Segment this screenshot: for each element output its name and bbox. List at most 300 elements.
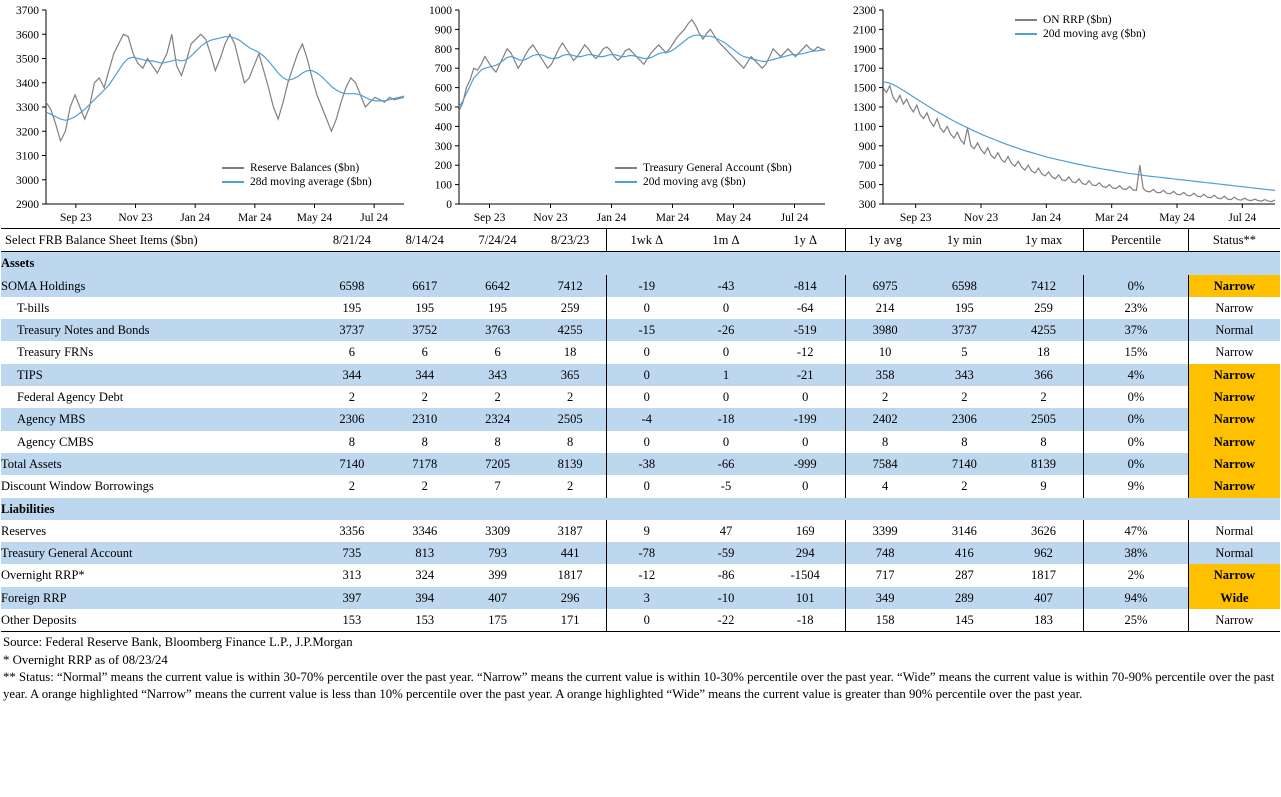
row-label: T-bills: [17, 300, 50, 315]
row-value: -22: [686, 609, 765, 632]
row-value: 3752: [388, 319, 461, 341]
row-label: Overnight RRP*: [1, 568, 85, 583]
note-status-definition: ** Status: “Normal” means the current value is within 30-70% percentile over the past year. “Narrow” means the current value is within 10-30% percentile over the past year. “Wide” means the current value is within 70-90% percentile over the past year. A orange highlighted “Narrow” means the current value is less than 10% percentile over the past year. A orange highlighted “Wide” means the current value is greater than 90% percentile over the past year.: [3, 670, 1275, 701]
svg-text:1100: 1100: [853, 121, 876, 134]
row-value: -12: [796, 345, 814, 360]
row-value: 0: [607, 341, 686, 363]
svg-text:Sep 23: Sep 23: [473, 212, 506, 224]
row-value: 6598: [316, 275, 389, 297]
column-header: 7/24/24: [461, 229, 534, 252]
svg-text:100: 100: [434, 179, 452, 192]
legend-entry: [222, 176, 372, 188]
row-value: 195: [415, 300, 435, 315]
row-value: -43: [686, 275, 765, 297]
row-value: 7584: [845, 453, 924, 475]
status-badge: Narrow: [1188, 609, 1280, 632]
row-value: 0: [607, 431, 686, 453]
chart-reserve-balances: [0, 0, 415, 228]
row-value: 793: [461, 542, 534, 564]
svg-text:3400: 3400: [16, 77, 39, 90]
footnotes: [3, 634, 1275, 702]
row-value: 0: [802, 434, 809, 449]
svg-text:2900: 2900: [16, 199, 39, 211]
svg-text:600: 600: [434, 82, 452, 95]
status-badge: Narrow: [1188, 275, 1280, 297]
svg-text:Mar 24: Mar 24: [238, 212, 272, 224]
row-label: Treasury Notes and Bonds: [1, 319, 316, 341]
row-value: 3146: [951, 523, 977, 538]
svg-text:3300: 3300: [16, 102, 39, 114]
status-badge: Narrow: [1188, 408, 1280, 430]
status-badge: Narrow: [1188, 297, 1280, 319]
status-badge: Narrow: [1188, 341, 1280, 363]
legend-label: Reserve Balances ($bn): [250, 162, 360, 174]
row-value: 6: [494, 345, 501, 360]
svg-text:Mar 24: Mar 24: [1094, 212, 1129, 224]
svg-text:1500: 1500: [853, 82, 876, 95]
row-value: 2: [494, 390, 501, 405]
row-value: 47%: [1084, 520, 1189, 542]
row-value: 8: [421, 434, 428, 449]
row-value: -78: [607, 542, 686, 564]
row-value: 8: [567, 434, 574, 449]
row-value: 158: [845, 609, 924, 632]
row-value: 4255: [534, 319, 607, 341]
row-value: 25%: [1084, 609, 1189, 632]
row-value: 3626: [1031, 523, 1057, 538]
chart-on-rrp: [835, 0, 1281, 228]
row-value: 3737: [316, 319, 389, 341]
row-value: -10: [686, 587, 765, 609]
row-value: 259: [1034, 300, 1053, 315]
row-value: 2%: [1084, 564, 1189, 586]
row-value: 10: [845, 341, 924, 363]
row-value: 1817: [557, 568, 583, 583]
row-value: 0: [802, 390, 809, 405]
table-row[interactable]: [1, 431, 1280, 453]
row-value: 0%: [1084, 275, 1189, 297]
row-value: -4: [607, 408, 686, 430]
row-value: 4%: [1084, 364, 1189, 386]
column-header: 1m Δ: [686, 229, 765, 252]
row-value: 349: [845, 587, 924, 609]
row-value: 2: [567, 390, 574, 405]
row-value: 343: [925, 364, 1004, 386]
row-value: 8139: [534, 453, 607, 475]
charts-row: [0, 0, 1281, 228]
row-value: 6: [348, 345, 356, 360]
legend-label: Treasury General Account ($bn): [643, 162, 792, 174]
row-value: -64: [796, 300, 814, 315]
table-row[interactable]: [1, 609, 1280, 632]
status-badge: Normal: [1188, 542, 1280, 564]
row-value: 1817: [1031, 568, 1057, 583]
row-value: 394: [388, 587, 461, 609]
row-value: -66: [686, 453, 765, 475]
row-value: 407: [1004, 587, 1083, 609]
svg-text:200: 200: [434, 160, 452, 173]
row-value: 6: [421, 345, 428, 360]
row-value: 101: [766, 587, 845, 609]
row-value: 3737: [925, 319, 1004, 341]
svg-text:1900: 1900: [853, 43, 876, 56]
row-value: 7140: [316, 453, 389, 475]
row-label: Reserves: [1, 523, 47, 538]
row-value: 1: [686, 364, 765, 386]
row-value: 365: [534, 364, 607, 386]
svg-text:Jan 24: Jan 24: [596, 212, 627, 224]
svg-text:1300: 1300: [853, 102, 876, 114]
svg-text:1700: 1700: [853, 63, 876, 76]
row-value: 358: [845, 364, 924, 386]
status-badge: Normal: [1188, 319, 1280, 341]
row-value: 0%: [1084, 386, 1189, 408]
row-value: -12: [607, 564, 686, 586]
row-value: 294: [766, 542, 845, 564]
row-value: 0: [722, 345, 730, 360]
row-value: 7140: [925, 453, 1004, 475]
row-value: 7412: [1004, 275, 1083, 297]
section-label: Liabilities: [1, 498, 1280, 520]
row-value: 0: [722, 390, 730, 405]
row-value: 3: [607, 587, 686, 609]
row-value: 8139: [1004, 453, 1083, 475]
row-value: 8: [348, 434, 356, 449]
svg-text:3500: 3500: [16, 53, 39, 66]
row-value: 3309: [485, 523, 511, 538]
row-label: SOMA Holdings: [1, 275, 316, 297]
legend-entry: [222, 162, 372, 174]
row-value: -86: [717, 568, 735, 583]
row-value: 0%: [1084, 408, 1189, 430]
svg-text:Sep 23: Sep 23: [60, 212, 92, 224]
row-value: 6975: [845, 275, 924, 297]
row-value: 399: [488, 568, 507, 583]
row-value: 0: [802, 479, 809, 494]
section-row: [1, 498, 1280, 520]
table-row[interactable]: [1, 319, 1280, 341]
table-row[interactable]: [1, 275, 1280, 297]
column-header: 1y avg: [845, 229, 924, 252]
status-badge: Wide: [1188, 587, 1280, 609]
row-value: 813: [388, 542, 461, 564]
svg-text:700: 700: [434, 63, 452, 76]
row-value: 343: [461, 364, 534, 386]
row-value: 2: [845, 386, 924, 408]
row-value: 344: [388, 364, 461, 386]
row-value: 366: [1004, 364, 1083, 386]
legend-entry: [1015, 14, 1146, 26]
column-header: 8/14/24: [388, 229, 461, 252]
row-value: 94%: [1084, 587, 1189, 609]
row-value: 153: [316, 609, 389, 632]
status-badge: Normal: [1188, 520, 1280, 542]
row-value: 2: [961, 390, 968, 405]
row-value: 397: [316, 587, 389, 609]
svg-text:Jan 24: Jan 24: [180, 212, 211, 224]
legend-swatch: [222, 167, 244, 169]
row-value: 2306: [925, 408, 1004, 430]
svg-text:800: 800: [434, 43, 452, 56]
row-value: 441: [534, 542, 607, 564]
column-header: 1y Δ: [766, 229, 845, 252]
status-badge: Narrow: [1188, 453, 1280, 475]
row-value: 9%: [1084, 475, 1189, 497]
row-value: 748: [845, 542, 924, 564]
row-value: 2324: [461, 408, 534, 430]
row-value: 2: [421, 479, 428, 494]
row-value: 2: [1040, 390, 1047, 405]
table-row[interactable]: [1, 364, 1280, 386]
row-value: 183: [1004, 609, 1083, 632]
row-value: -15: [607, 319, 686, 341]
status-badge: Narrow: [1188, 564, 1280, 586]
row-value: 3399: [845, 520, 924, 542]
row-value: 7178: [388, 453, 461, 475]
row-value: 6598: [925, 275, 1004, 297]
legend-label: 20d moving avg ($bn): [1043, 28, 1146, 40]
row-value: 18: [1037, 345, 1050, 360]
row-value: 324: [415, 568, 435, 583]
row-value: -18: [686, 408, 765, 430]
row-value: 3187: [557, 523, 583, 538]
row-value: 3763: [461, 319, 534, 341]
svg-text:900: 900: [434, 24, 452, 37]
row-value: -38: [607, 453, 686, 475]
legend-swatch: [615, 181, 637, 183]
row-value: -814: [766, 275, 845, 297]
row-value: 416: [925, 542, 1004, 564]
row-value: 0%: [1084, 431, 1189, 453]
row-value: 0: [722, 300, 730, 315]
row-value: -26: [686, 319, 765, 341]
row-value: 195: [954, 300, 974, 315]
status-badge: Narrow: [1188, 364, 1280, 386]
legend-label: ON RRP ($bn): [1043, 14, 1112, 26]
column-header: 8/21/24: [316, 229, 389, 252]
row-value: 313: [342, 568, 362, 583]
legend-swatch: [615, 167, 637, 169]
svg-text:300: 300: [434, 140, 452, 153]
row-value: 4: [845, 475, 924, 497]
section-label: Assets: [1, 252, 1280, 275]
balance-sheet-table: [1, 228, 1280, 632]
svg-text:May 24: May 24: [715, 212, 752, 224]
row-value: 38%: [1084, 542, 1189, 564]
row-value: 15%: [1084, 341, 1189, 363]
svg-text:3100: 3100: [16, 150, 39, 163]
row-value: 18: [563, 345, 577, 360]
table-row[interactable]: [1, 587, 1280, 609]
table-row[interactable]: [1, 475, 1280, 497]
row-value: -59: [686, 542, 765, 564]
row-value: 7205: [461, 453, 534, 475]
column-header: Status**: [1188, 229, 1280, 252]
chart-treasury-general-account: [415, 0, 835, 228]
row-value: 171: [534, 609, 607, 632]
row-label: Agency MBS: [1, 408, 316, 430]
row-value: 0: [607, 297, 686, 319]
table-row[interactable]: [1, 297, 1280, 319]
row-value: 8: [961, 434, 968, 449]
row-value: 2505: [534, 408, 607, 430]
svg-text:2300: 2300: [853, 5, 876, 17]
column-header: Percentile: [1084, 229, 1189, 252]
row-value: -21: [766, 364, 845, 386]
row-value: 195: [488, 300, 507, 315]
legend-label: 20d moving avg ($bn): [643, 176, 746, 188]
svg-text:Mar 24: Mar 24: [655, 212, 690, 224]
svg-text:0: 0: [446, 199, 452, 211]
table-row[interactable]: [1, 542, 1280, 564]
row-label: Federal Agency Debt: [17, 390, 124, 405]
status-badge: Narrow: [1188, 431, 1280, 453]
row-value: 717: [845, 564, 924, 586]
column-header: 1y min: [925, 229, 1004, 252]
table-row[interactable]: [1, 453, 1280, 475]
row-value: 0: [607, 386, 686, 408]
chart-2-legend: [1015, 14, 1146, 42]
row-label: Other Deposits: [1, 609, 316, 632]
legend-entry: [615, 162, 792, 174]
row-value: -5: [720, 479, 732, 494]
row-value: 47: [719, 523, 733, 538]
chart-0-legend: [222, 162, 372, 190]
row-value: 8: [494, 434, 501, 449]
svg-text:Nov 23: Nov 23: [118, 212, 153, 224]
row-value: 23%: [1084, 297, 1189, 319]
source-line: Source: Federal Reserve Bank, Bloomberg Finance L.P., J.P.Morgan: [3, 635, 353, 650]
legend-label: 28d moving average ($bn): [250, 176, 372, 188]
row-value: 7: [494, 479, 501, 494]
table-row[interactable]: [1, 520, 1280, 542]
row-value: 37%: [1084, 319, 1189, 341]
row-value: -199: [766, 408, 845, 430]
row-value: 0: [722, 434, 730, 449]
row-value: 6617: [388, 275, 461, 297]
row-label: Total Assets: [1, 453, 316, 475]
svg-text:700: 700: [858, 160, 876, 173]
svg-text:Jul 24: Jul 24: [360, 212, 389, 224]
row-value: 259: [560, 300, 580, 315]
svg-text:May 24: May 24: [1159, 212, 1195, 224]
row-value: 2505: [1004, 408, 1083, 430]
row-value: 8: [1040, 434, 1047, 449]
svg-text:2100: 2100: [853, 24, 876, 37]
column-header: 8/23/23: [534, 229, 607, 252]
row-value: 2: [348, 479, 356, 494]
row-value: 296: [534, 587, 607, 609]
row-value: 5: [961, 345, 968, 360]
row-value: 7412: [534, 275, 607, 297]
svg-text:3000: 3000: [16, 174, 39, 187]
row-value: 0: [607, 609, 686, 632]
row-value: 169: [795, 523, 815, 538]
row-value: 4255: [1004, 319, 1083, 341]
row-value: 407: [461, 587, 534, 609]
column-header: 1wk Δ: [607, 229, 686, 252]
svg-text:300: 300: [858, 199, 876, 211]
svg-text:Jul 24: Jul 24: [1228, 212, 1257, 224]
row-value: 289: [925, 587, 1004, 609]
row-value: 9: [1040, 479, 1047, 494]
legend-entry: [615, 176, 792, 188]
row-label: Treasury FRNs: [17, 345, 94, 360]
svg-text:3600: 3600: [16, 29, 39, 42]
svg-text:400: 400: [434, 121, 452, 134]
row-value: 9: [607, 520, 686, 542]
svg-text:500: 500: [434, 102, 452, 114]
legend-swatch: [1015, 33, 1037, 35]
row-value: -1504: [790, 568, 820, 583]
svg-text:May 24: May 24: [296, 212, 333, 224]
svg-text:500: 500: [858, 179, 876, 192]
row-value: 145: [925, 609, 1004, 632]
row-value: 2310: [388, 408, 461, 430]
table-row[interactable]: [1, 408, 1280, 430]
row-value: 214: [845, 297, 924, 319]
row-label: Discount Window Borrowings: [1, 479, 154, 494]
svg-text:900: 900: [858, 140, 876, 153]
row-value: 3346: [412, 523, 438, 538]
row-value: 2: [348, 390, 356, 405]
row-value: 3980: [845, 319, 924, 341]
table-row[interactable]: [1, 564, 1280, 586]
row-value: -19: [607, 275, 686, 297]
row-value: -999: [766, 453, 845, 475]
row-value: 2306: [316, 408, 389, 430]
row-value: 0: [607, 364, 686, 386]
note-overnight-rrp: * Overnight RRP as of 08/23/24: [3, 652, 168, 667]
svg-text:Jul 24: Jul 24: [780, 212, 809, 224]
svg-text:Jan 24: Jan 24: [1031, 212, 1062, 224]
legend-swatch: [1015, 19, 1037, 21]
row-value: 962: [1004, 542, 1083, 564]
row-value: 2402: [845, 408, 924, 430]
row-value: 287: [954, 568, 974, 583]
section-row: [1, 252, 1280, 275]
svg-text:Nov 23: Nov 23: [533, 212, 568, 224]
column-header: Select FRB Balance Sheet Items ($bn): [1, 229, 316, 252]
row-label: Foreign RRP: [1, 587, 316, 609]
legend-entry: [1015, 28, 1146, 40]
row-value: 195: [342, 300, 362, 315]
row-value: -519: [766, 319, 845, 341]
table-row[interactable]: [1, 386, 1280, 408]
row-value: 2: [567, 479, 574, 494]
table-header-row: [1, 229, 1280, 252]
table-row[interactable]: [1, 341, 1280, 363]
row-label: Treasury General Account: [1, 542, 316, 564]
row-value: 175: [461, 609, 534, 632]
row-value: 735: [316, 542, 389, 564]
row-value: 344: [316, 364, 389, 386]
svg-text:Nov 23: Nov 23: [963, 212, 999, 224]
row-value: 3356: [339, 523, 365, 538]
legend-swatch: [222, 181, 244, 183]
row-value: -18: [766, 609, 845, 632]
svg-text:3200: 3200: [16, 126, 39, 139]
svg-text:Sep 23: Sep 23: [899, 212, 932, 224]
column-header: 1y max: [1004, 229, 1083, 252]
status-badge: Narrow: [1188, 475, 1280, 497]
row-value: 2: [421, 390, 428, 405]
svg-text:1000: 1000: [429, 5, 452, 17]
row-value: 6642: [461, 275, 534, 297]
svg-text:3700: 3700: [16, 5, 39, 17]
table-body: [1, 229, 1280, 632]
status-badge: Narrow: [1188, 386, 1280, 408]
